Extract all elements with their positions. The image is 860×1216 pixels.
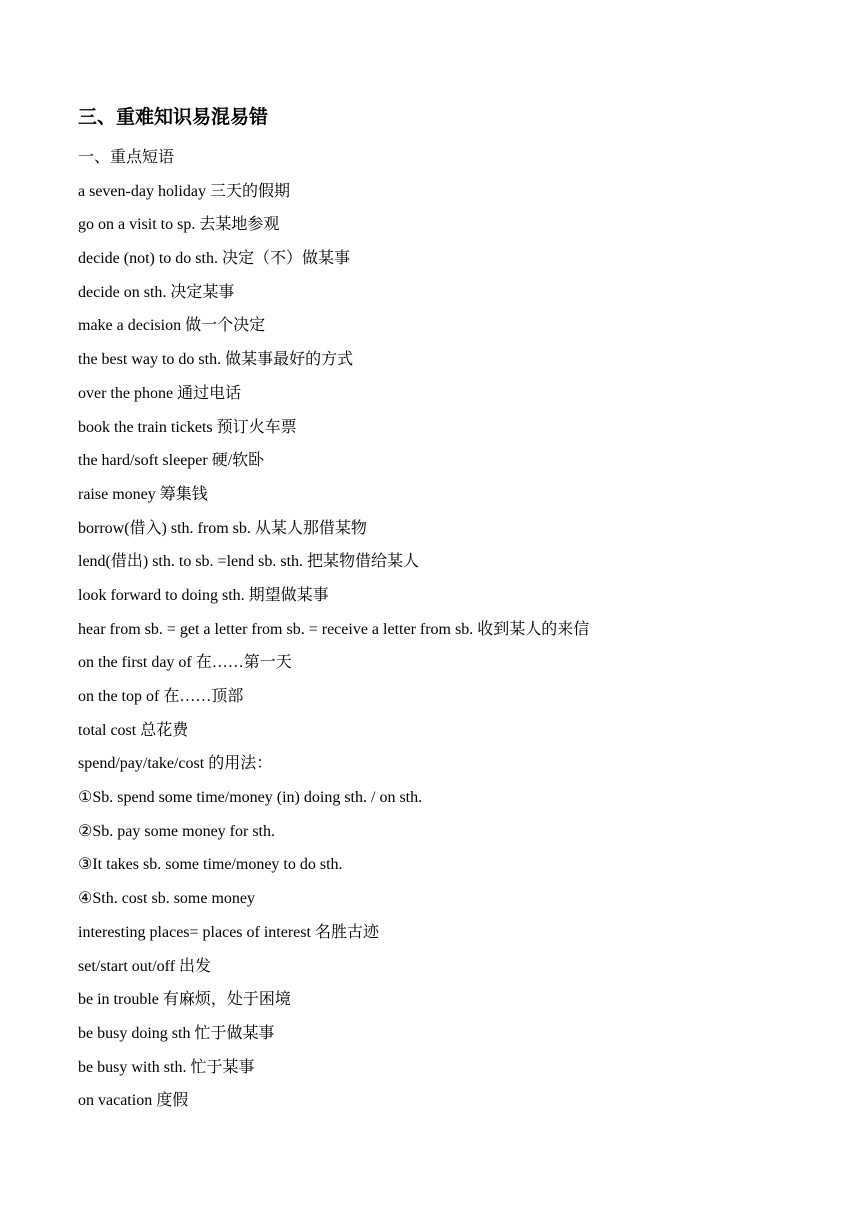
usage-item: ①Sb. spend some time/money (in) doing sth. / on sth. [78, 789, 423, 807]
phrase-line: go on a visit to sp. 去某地参观 [78, 216, 280, 234]
phrase-line: set/start out/off 出发 [78, 957, 212, 975]
phrase-line: be busy with sth. 忙于某事 [78, 1058, 255, 1076]
phrase-line: lend(借出) sth. to sb. =lend sb. sth. 把某物借给某人 [78, 553, 420, 571]
document-page [78, 104, 818, 1118]
usage-item: ③It takes sb. some time/money to do sth. [78, 856, 343, 874]
phrase-line: borrow(借入) sth. from sb. 从某人那借某物 [78, 519, 367, 537]
usage-item: ②Sb. pay some money for sth. [78, 822, 275, 840]
phrase-line: decide on sth. 决定某事 [78, 283, 235, 301]
phrase-line: the best way to do sth. 做某事最好的方式 [78, 351, 354, 369]
phrase-line: spend/pay/take/cost 的用法： [78, 755, 273, 773]
phrase-line: hear from sb. = get a letter from sb. = receive a letter from sb. 收到某人的来信 [78, 620, 590, 638]
usage-item: ④Sth. cost sb. some money [78, 890, 256, 908]
phrase-line: total cost 总花费 [78, 721, 189, 739]
subsection-heading: 一、重点短语 [78, 149, 175, 166]
phrase-list [78, 175, 818, 1118]
phrase-line: on the first day of 在……第一天 [78, 654, 292, 672]
phrase-line: on vacation 度假 [78, 1092, 189, 1110]
phrase-line: a seven-day holiday 三天的假期 [78, 182, 290, 200]
phrase-line: interesting places= places of interest 名胜古迹 [78, 923, 379, 941]
section-heading: 三、重难知识易混易错 [78, 107, 269, 128]
phrase-line: be in trouble 有麻烦，处于困境 [78, 991, 291, 1009]
phrase-line: raise money 筹集钱 [78, 485, 208, 503]
phrase-line: decide (not) to do sth. 决定（不）做某事 [78, 250, 350, 268]
phrase-line: on the top of 在……顶部 [78, 688, 244, 705]
phrase-line: the hard/soft sleeper 硬/软卧 [78, 452, 265, 470]
phrase-line: make a decision 做一个决定 [78, 317, 266, 335]
phrase-line: over the phone 通过电话 [78, 384, 242, 402]
phrase-line: look forward to doing sth. 期望做某事 [78, 586, 329, 604]
phrase-line: book the train tickets 预订火车票 [78, 418, 297, 436]
phrase-line: be busy doing sth 忙于做某事 [78, 1024, 275, 1042]
